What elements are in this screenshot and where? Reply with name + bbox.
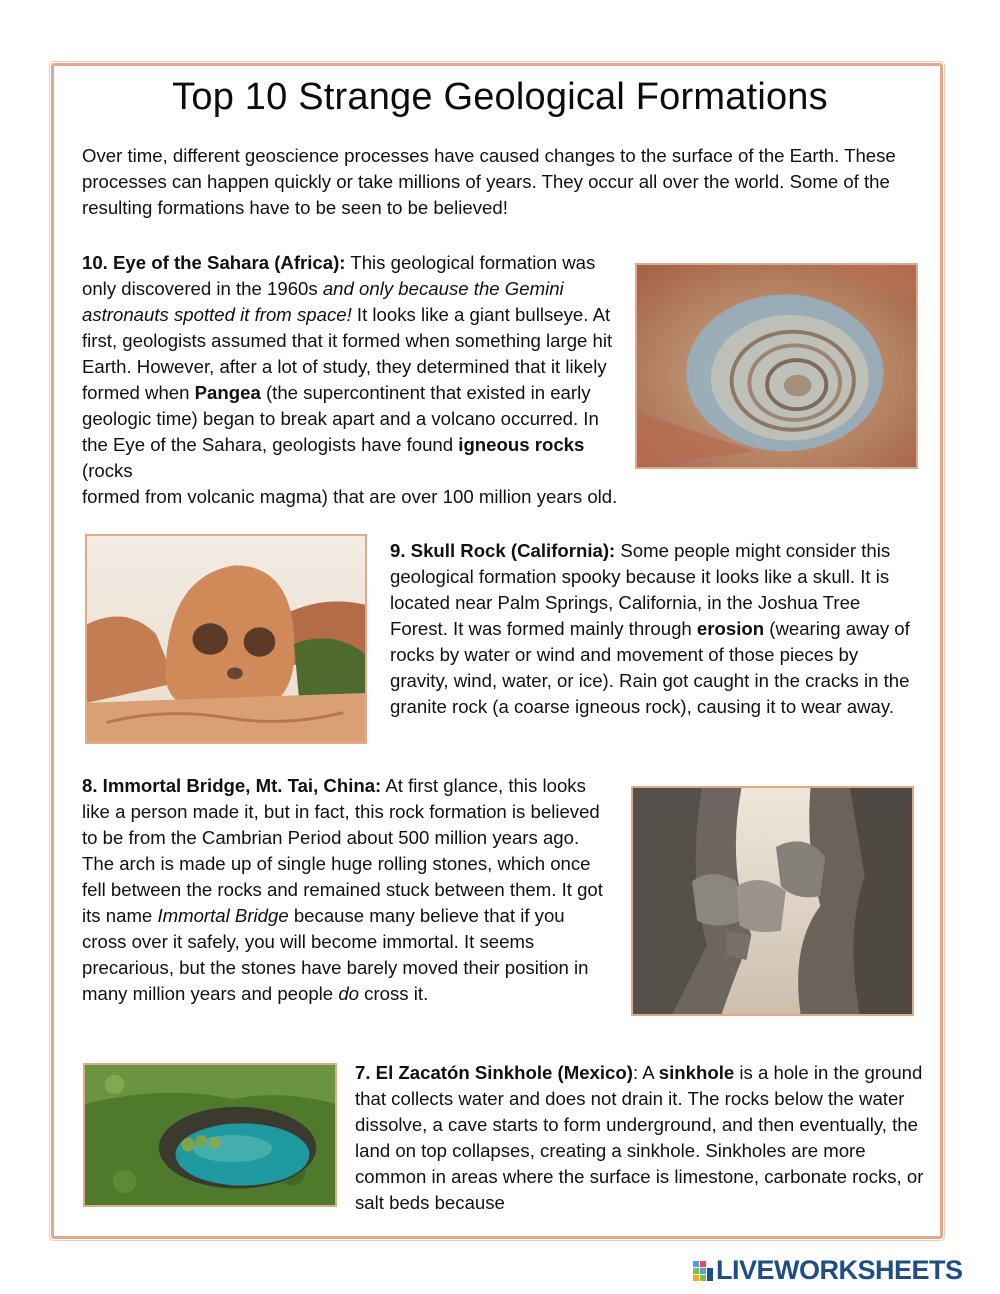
eye-of-sahara-image xyxy=(635,263,918,469)
keyword-igneous-rocks: igneous rocks xyxy=(458,434,585,455)
section-10-text-1: This geological formation was only discovered in the 1960s xyxy=(82,252,596,299)
section-10-text-3: (the supercontinent that existed in early geologic time) began to break apart and a volcano occurred. In the Eye of the Sahara, geologists have found xyxy=(82,382,599,455)
immortal-bridge-image xyxy=(631,786,914,1016)
section-10-heading: 10. Eye of the Sahara (Africa): xyxy=(82,252,346,273)
section-9-heading: 9. Skull Rock (California): xyxy=(390,540,616,561)
liveworksheets-logo-icon xyxy=(692,1258,714,1282)
page-title: Top 10 Strange Geological Formations xyxy=(172,76,828,118)
skull-rock-image xyxy=(85,534,367,744)
section-10-text-5: formed from volcanic magma) that are over 100 million years old. xyxy=(82,486,618,507)
section-10-text xyxy=(82,250,622,484)
section-7-heading: 7. El Zacatón Sinkhole (Mexico) xyxy=(355,1062,633,1083)
logo-text: LIVEWORKSHEETS xyxy=(716,1254,963,1285)
section-10-text-4: (rocks xyxy=(82,460,133,481)
section-8-italic-1: Immortal Bridge xyxy=(157,905,289,926)
section-7-text xyxy=(355,1060,925,1216)
section-8-text xyxy=(82,773,612,1007)
keyword-pangea: Pangea xyxy=(194,382,261,403)
section-8-italic-2: do xyxy=(338,983,360,1004)
section-9-text-1: Some people might consider this geological formation spooky because it looks like a skull. It is located near Palm Springs, California, in the Joshua Tree Forest. It was formed mainly through xyxy=(390,540,891,639)
intro-paragraph: Over time, different geoscience processes have caused changes to the surface of the Earth. These processes can happen quickly or take millions of years. They occur all over the world. Some of the resulting formations have to be seen to be believed! xyxy=(82,145,896,218)
liveworksheets-logo[interactable] xyxy=(692,1255,963,1285)
section-8-text-2: because many believe that if you cross over it safely, you will become immortal. It seems precarious, but the stones have barely moved their position in many million years and people xyxy=(82,905,589,1004)
section-7-text-1: is a hole in the ground that collects water and does not drain it. The rocks below the water dissolve, a cave starts to form underground, and then eventually, the land on top collapses, creating a sinkhole. Sinkholes are more common in areas where the surface is limestone, carbonate rocks, or salt beds because xyxy=(355,1062,924,1213)
keyword-sinkhole: sinkhole xyxy=(658,1062,735,1083)
section-7-text-0: : A xyxy=(632,1062,659,1083)
section-9-text xyxy=(390,538,920,720)
keyword-erosion: erosion xyxy=(696,618,765,639)
el-zacaton-sinkhole-image xyxy=(83,1063,337,1207)
section-9-text-2: (wearing away of rocks by water or wind and movement of those pieces by gravity, wind, water, or ice). Rain got caught in the cracks in the granite rock (a coarse igneous rock), causing it to wear away. xyxy=(390,618,910,717)
section-10-text-2: It looks like a giant bullseye. At first, geologists assumed that it formed when something large hit Earth. However, after a lot of study, they determined that it likely formed when xyxy=(82,304,613,403)
section-8-text-3: cross it. xyxy=(359,983,429,1004)
section-8-text-1: At first glance, this looks like a person made it, but in fact, this rock formation is believed to be from the Cambrian Period about 500 million years ago. The arch is made up of single huge rolling stones, which once fell between the rocks and remained stuck between them. It got its name xyxy=(82,775,603,926)
section-10-italic: and only because the Gemini astronauts spotted it from space! xyxy=(82,278,564,325)
section-8-heading: 8. Immortal Bridge, Mt. Tai, China: xyxy=(82,775,382,796)
